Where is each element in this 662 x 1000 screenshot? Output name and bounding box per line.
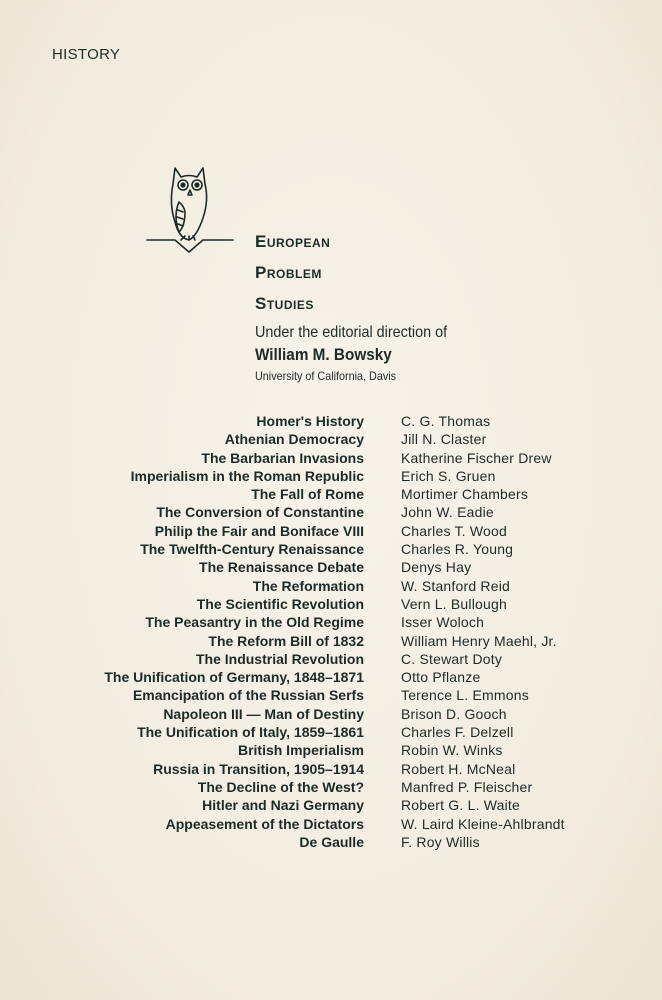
book-title: The Reform Bill of 1832	[208, 632, 364, 649]
section-label: HISTORY	[52, 46, 121, 63]
book-author: W. Laird Kleine-Ahlbrandt	[401, 815, 565, 832]
owl-icon	[145, 160, 235, 260]
book-title: Philip the Fair and Boniface VIII	[154, 522, 364, 539]
book-title: The Barbarian Invasions	[201, 449, 364, 466]
book-title: The Industrial Revolution	[195, 650, 364, 667]
book-author: John W. Eadie	[401, 504, 494, 521]
book-author: C. G. Thomas	[401, 413, 491, 429]
book-author: Robert G. L. Waite	[401, 797, 521, 814]
book-row	[0, 522, 662, 540]
book-row	[0, 815, 662, 833]
book-row	[0, 613, 662, 631]
book-row	[0, 833, 662, 851]
book-title: The Conversion of Constantine	[156, 504, 364, 521]
book-row	[0, 686, 662, 704]
book-title: The Unification of Italy, 1859–1861	[137, 724, 364, 741]
book-title: The Twelfth-Century Renaissance	[140, 541, 364, 558]
book-row	[0, 412, 662, 430]
book-title: The Renaissance Debate	[199, 559, 364, 576]
book-author: Vern L. Bullough	[401, 595, 507, 612]
book-title: The Decline of the West?	[197, 778, 364, 795]
book-row	[0, 668, 662, 686]
book-list	[0, 412, 662, 851]
book-author: C. Stewart Doty	[401, 650, 503, 667]
book-author: Manfred P. Fleischer	[401, 778, 533, 795]
book-author: Jill N. Claster	[401, 431, 487, 448]
book-author: Otto Pflanze	[401, 669, 481, 686]
book-row	[0, 467, 662, 485]
book-row	[0, 741, 662, 759]
book-author: William Henry Maehl, Jr.	[401, 632, 557, 649]
editorial-block	[255, 324, 468, 383]
book-author: Erich S. Gruen	[401, 467, 496, 484]
series-title	[255, 226, 330, 319]
book-title: De Gaulle	[299, 833, 364, 850]
book-title: Russia in Transition, 1905–1914	[153, 760, 364, 777]
book-title: The Unification of Germany, 1848–1871	[104, 669, 364, 686]
book-row	[0, 705, 662, 723]
book-row	[0, 540, 662, 558]
book-author: Katherine Fischer Drew	[401, 449, 552, 466]
book-author: Charles R. Young	[401, 541, 514, 558]
book-title: Hitler and Nazi Germany	[202, 797, 364, 814]
book-title: Appeasement of the Dictators	[165, 815, 364, 832]
book-row	[0, 632, 662, 650]
book-author: Denys Hay	[401, 559, 472, 576]
series-title-line: Studies	[255, 294, 314, 313]
book-row	[0, 503, 662, 521]
book-title: Napoleon III — Man of Destiny	[163, 705, 364, 722]
book-title: Homer's History	[256, 413, 364, 429]
editorial-line: Under the editorial direction of	[255, 324, 448, 341]
series-title-line: Problem	[255, 263, 322, 282]
book-row	[0, 449, 662, 467]
book-title: The Fall of Rome	[251, 486, 364, 503]
book-row	[0, 760, 662, 778]
book-title: The Peasantry in the Old Regime	[145, 614, 364, 631]
book-row	[0, 558, 662, 576]
book-row	[0, 430, 662, 448]
book-author: Charles T. Wood	[401, 522, 507, 539]
book-title: Athenian Democracy	[224, 431, 364, 448]
book-title: The Scientific Revolution	[196, 595, 364, 612]
book-title: Emancipation of the Russian Serfs	[132, 687, 364, 704]
book-title: Imperialism in the Roman Republic	[130, 467, 364, 484]
book-row	[0, 577, 662, 595]
book-row	[0, 650, 662, 668]
book-row	[0, 723, 662, 741]
book-author: W. Stanford Reid	[401, 577, 511, 594]
book-author: Robin W. Winks	[401, 742, 503, 759]
book-author: Charles F. Delzell	[401, 724, 514, 741]
book-author: Mortimer Chambers	[401, 486, 529, 503]
book-author: Isser Woloch	[401, 614, 485, 631]
editor-affiliation: University of California, Davis	[255, 369, 397, 383]
editor-name: William M. Bowsky	[255, 345, 392, 364]
book-author: Robert H. McNeal	[401, 760, 516, 777]
book-row	[0, 796, 662, 814]
book-row	[0, 595, 662, 613]
book-title: The Reformation	[252, 577, 364, 594]
book-author: Brison D. Gooch	[401, 705, 507, 722]
book-row	[0, 485, 662, 503]
series-title-line: European	[255, 232, 331, 251]
book-title: British Imperialism	[237, 742, 364, 759]
book-author: F. Roy Willis	[401, 833, 480, 850]
book-author: Terence L. Emmons	[401, 687, 529, 704]
book-row	[0, 778, 662, 796]
